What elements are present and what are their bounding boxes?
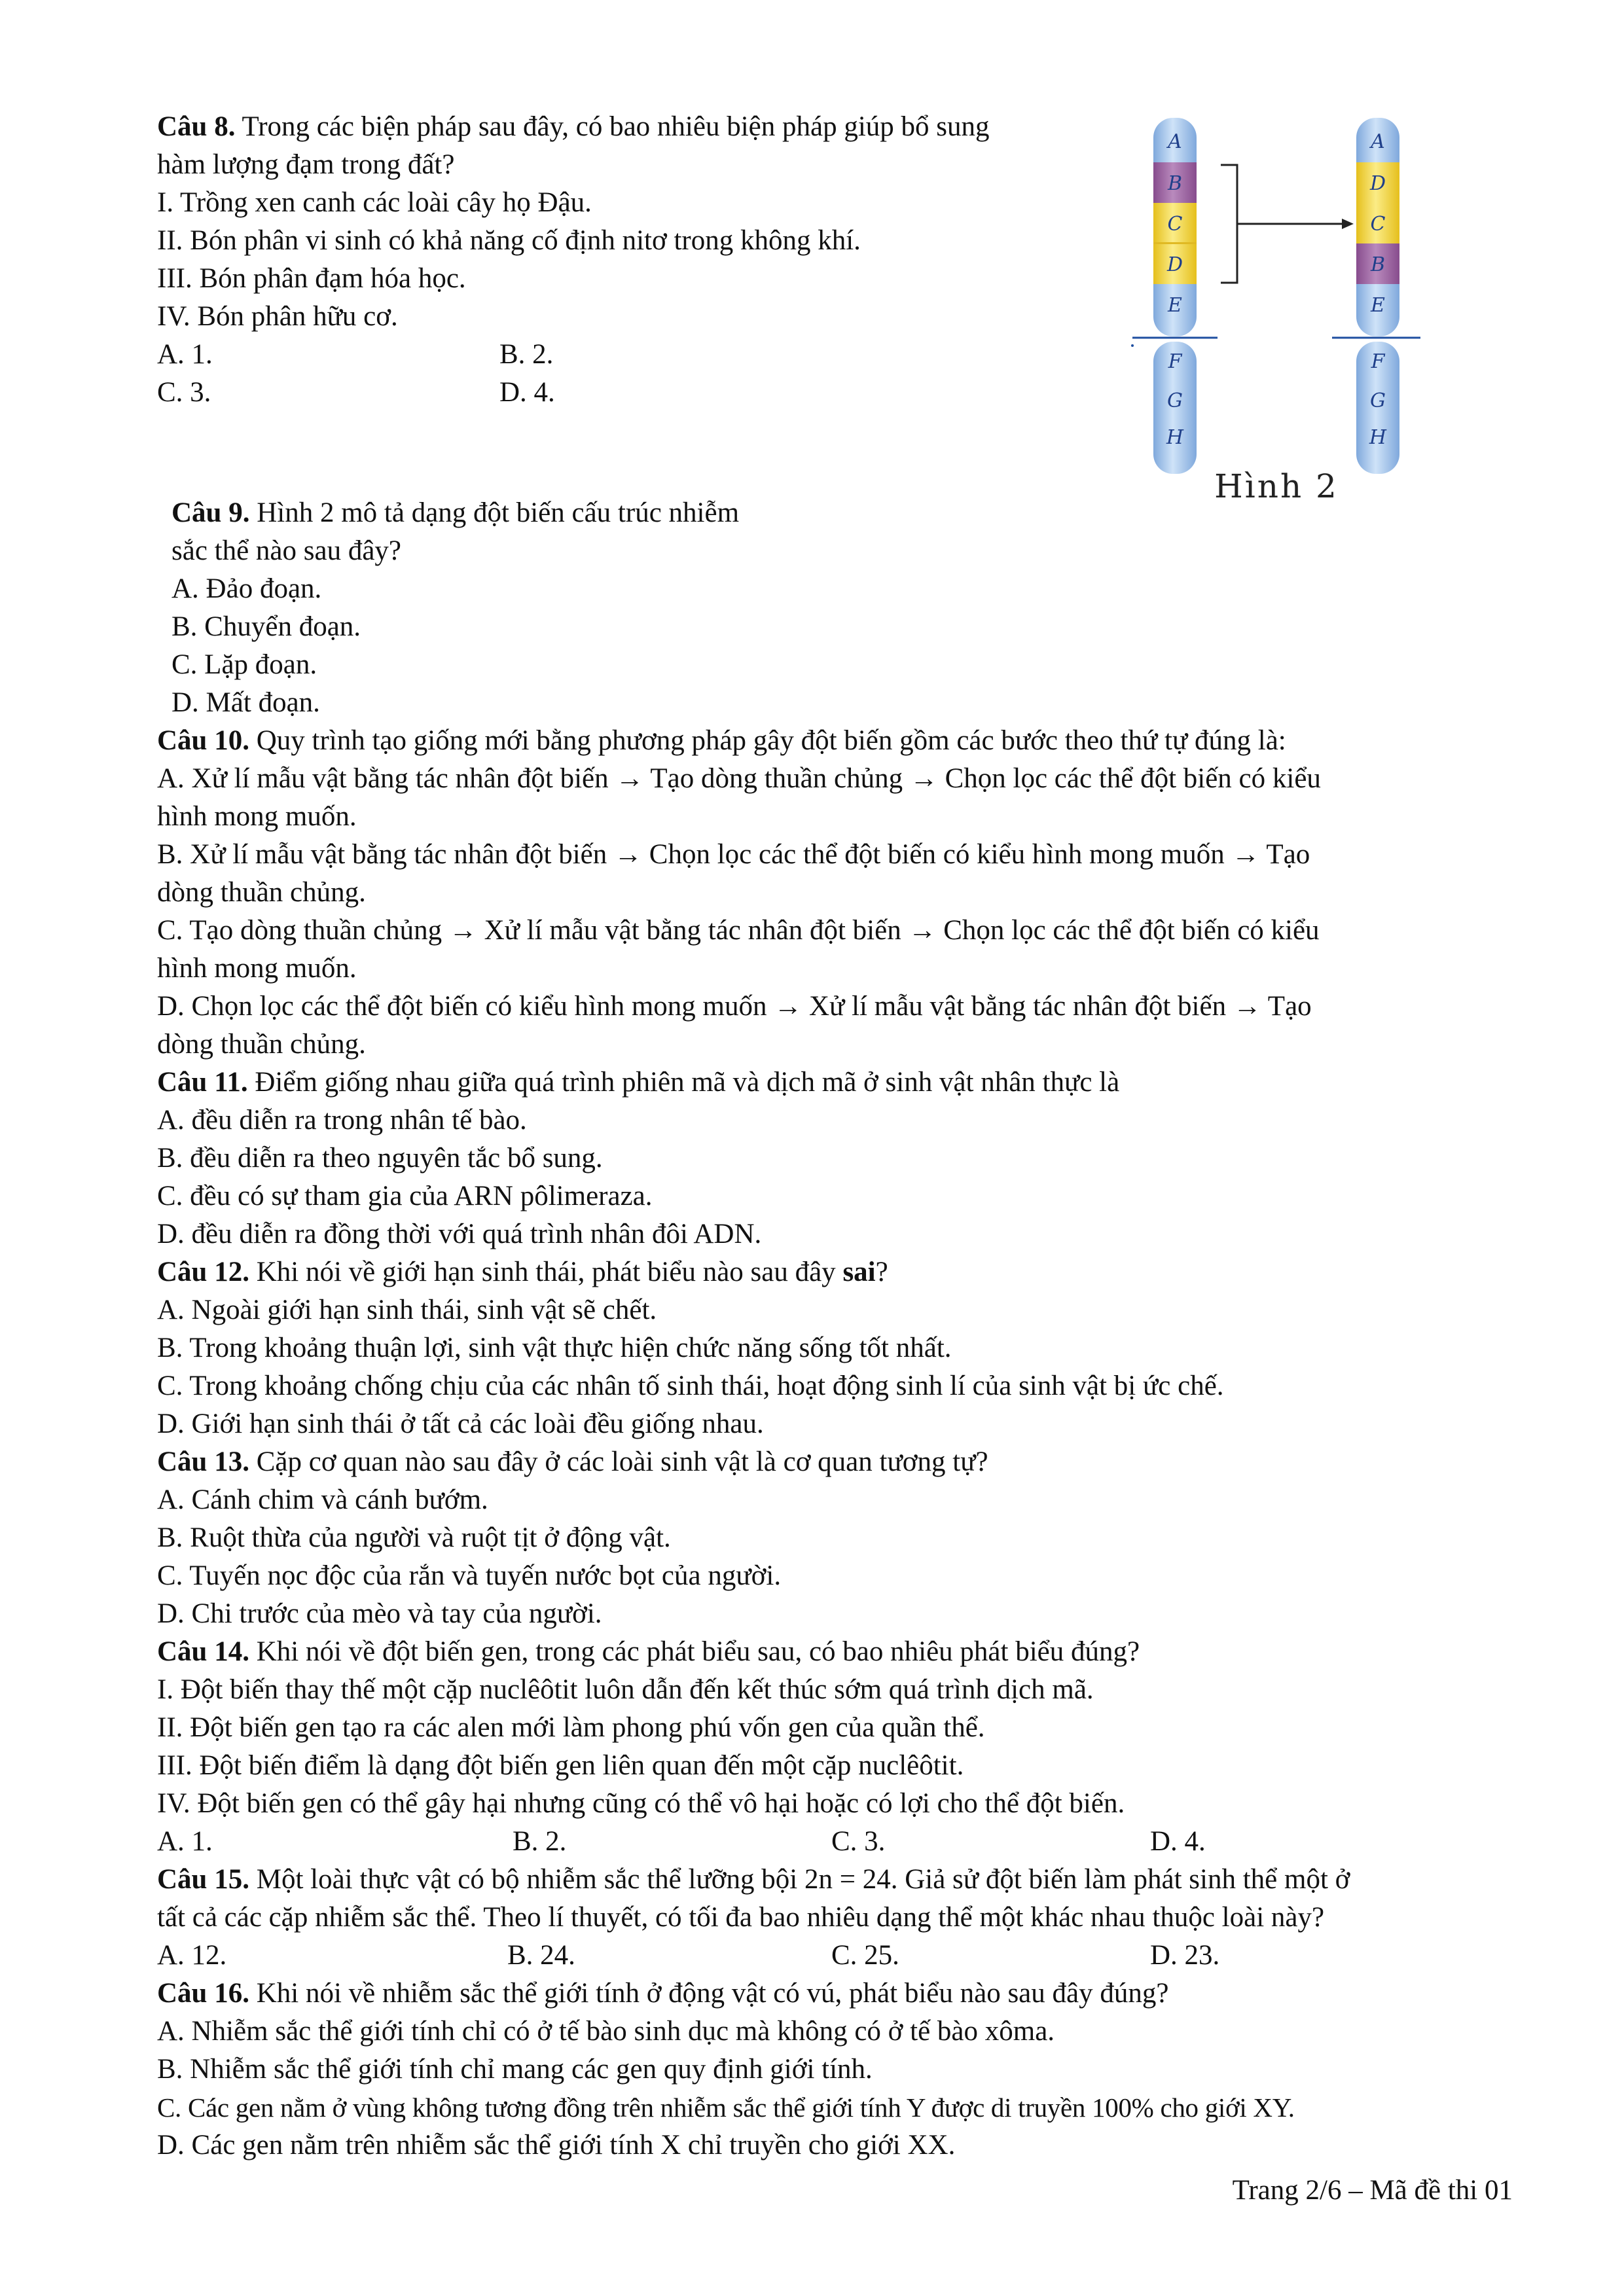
left-label-g: G: [1167, 389, 1183, 412]
page-footer: Trang 2/6 – Mã đề thi 01: [1232, 2175, 1513, 2206]
q8-option-d: D. 4.: [499, 377, 555, 408]
q10-line-3: B. Xử lí mẫu vật bằng tác nhân đột biến → Chọn lọc các thể đột biến có kiểu hình mong muốn → Tạo: [157, 839, 1310, 870]
q11-option-b: B. đều diễn ra theo nguyên tắc bổ sung.: [157, 1143, 603, 1174]
right-label-c: C: [1370, 213, 1386, 236]
q12-stem: [157, 1253, 888, 1291]
q15-option-d: D. 23.: [1150, 1940, 1220, 1971]
q15-option-a: A. 12.: [157, 1940, 227, 1971]
q10-line-8: dòng thuần chủng.: [157, 1029, 366, 1060]
q12-option-a: A. Ngoài giới hạn sinh thái, sinh vật sẽ chết.: [157, 1295, 657, 1325]
q15-option-c: C. 25.: [831, 1940, 899, 1971]
q10-line-4: dòng thuần chủng.: [157, 877, 366, 908]
q14-item-3: III. Đột biến điểm là dạng đột biến gen liên quan đến một cặp nuclêôtit.: [157, 1750, 964, 1781]
right-label-g: G: [1370, 389, 1386, 412]
q16-stem: [157, 1975, 1168, 2013]
q9-stem: [171, 494, 739, 532]
q11-text: Điểm giống nhau giữa quá trình phiên mã và dịch mã ở sinh vật nhân thực là: [247, 1067, 1120, 1098]
q14-stem: [157, 1633, 1140, 1671]
q12-emph: sai: [842, 1257, 876, 1287]
q8-stem: [157, 108, 990, 146]
q14-item-4: IV. Đột biến gen có thể gây hại nhưng cũng có thể vô hại hoặc có lợi cho thể đột biến.: [157, 1788, 1125, 1819]
left-label-h: H: [1166, 426, 1184, 449]
q13-text: Cặp cơ quan nào sau đây ở các loài sinh vật là cơ quan tương tự?: [249, 1446, 988, 1477]
q14-option-b: B. 2.: [513, 1826, 567, 1857]
q14-option-c: C. 3.: [831, 1826, 886, 1857]
q16-label: Câu 16.: [157, 1978, 249, 2009]
q13-option-b: B. Ruột thừa của người và ruột tịt ở động vật.: [157, 1522, 671, 1553]
q8-stem-cont: hàm lượng đạm trong đất?: [157, 149, 455, 180]
left-label-f: F: [1168, 350, 1182, 373]
q9-text1: Hình 2 mô tả dạng đột biến cấu trúc nhiễm: [249, 497, 740, 528]
q15-option-b: B. 24.: [507, 1940, 575, 1971]
left-label-c: C: [1167, 213, 1183, 236]
right-label-h: H: [1369, 426, 1387, 449]
q11-stem: [157, 1064, 1119, 1102]
q10-line-5: C. Tạo dòng thuần chủng → Xử lí mẫu vật bằng tác nhân đột biến → Chọn lọc các thể đột biến có kiểu: [157, 915, 1320, 946]
q16-option-d: D. Các gen nằm trên nhiễm sắc thể giới tính X chỉ truyền cho giới XX.: [157, 2130, 956, 2161]
q9-label: Câu 9.: [171, 497, 250, 528]
q8-item-3: III. Bón phân đạm hóa học.: [157, 263, 466, 294]
chromosome-diagram: [1113, 111, 1479, 504]
q9-stem-cont: sắc thể nào sau đây?: [171, 535, 402, 566]
q11-option-c: C. đều có sự tham gia của ARN pôlimeraza.: [157, 1181, 653, 1211]
q10-label: Câu 10.: [157, 725, 249, 756]
q14-item-2: II. Đột biến gen tạo ra các alen mới làm phong phú vốn gen của quần thể.: [157, 1712, 985, 1743]
q9-option-d: D. Mất đoạn.: [171, 687, 320, 718]
q14-option-d: D. 4.: [1150, 1826, 1206, 1857]
figure-caption: Hình 2: [1214, 467, 1339, 504]
q12-end: ?: [875, 1257, 888, 1287]
q14-text: Khi nói về đột biến gen, trong các phát biểu sau, có bao nhiêu phát biểu đúng?: [249, 1636, 1140, 1667]
q12-option-c: C. Trong khoảng chống chịu của các nhân tố sinh thái, hoạt động sinh lí của sinh vật bị ức chế.: [157, 1371, 1224, 1401]
q12-option-b: B. Trong khoảng thuận lợi, sinh vật thực hiện chức năng sống tốt nhất.: [157, 1333, 952, 1363]
q14-option-a: A. 1.: [157, 1826, 213, 1857]
q15-stem-cont: tất cả các cặp nhiễm sắc thể. Theo lí thuyết, có tối đa bao nhiêu dạng thể một khác nhau thuộc loài này?: [157, 1902, 1325, 1933]
left-label-b: B: [1167, 172, 1183, 195]
q11-label: Câu 11.: [157, 1067, 248, 1098]
q12-label: Câu 12.: [157, 1257, 249, 1287]
q14-label: Câu 14.: [157, 1636, 249, 1667]
q13-option-d: D. Chi trước của mèo và tay của người.: [157, 1598, 602, 1629]
right-label-b: B: [1370, 253, 1386, 276]
q16-option-a: A. Nhiễm sắc thể giới tính chỉ có ở tế bào sinh dục mà không có ở tế bào xôma.: [157, 2016, 1055, 2047]
q8-option-c: C. 3.: [157, 377, 211, 408]
right-label-a: A: [1371, 130, 1385, 153]
q13-label: Câu 13.: [157, 1446, 249, 1477]
q11-option-d: D. đều diễn ra đồng thời với quá trình nhân đôi ADN.: [157, 1219, 762, 1249]
q8-option-a: A. 1.: [157, 339, 213, 370]
q13-option-c: C. Tuyến nọc độc của rắn và tuyến nước bọt của người.: [157, 1560, 782, 1591]
q8-option-b: B. 2.: [499, 339, 554, 370]
q8-item-4: IV. Bón phân hữu cơ.: [157, 301, 398, 332]
q15-label: Câu 15.: [157, 1864, 249, 1895]
q8-label: Câu 8.: [157, 111, 236, 142]
q15-text1: Một loài thực vật có bộ nhiễm sắc thể lưỡng bội 2n = 24. Giả sử đột biến làm phát sinh thể một ở: [249, 1864, 1350, 1895]
q9-option-b: B. Chuyển đoạn.: [171, 611, 361, 642]
q10-line-2: hình mong muốn.: [157, 801, 357, 832]
q10-stem: [157, 722, 1286, 760]
right-label-e: E: [1371, 294, 1385, 317]
q16-option-c: C. Các gen nằm ở vùng không tương đồng trên nhiễm sắc thể giới tính Y được di truyền 100% cho giới XY.: [157, 2092, 1295, 2123]
q13-option-a: A. Cánh chim và cánh bướm.: [157, 1484, 488, 1515]
q8-text1: Trong các biện pháp sau đây, có bao nhiêu biện pháp giúp bổ sung: [235, 111, 990, 142]
q10-line-1: A. Xử lí mẫu vật bằng tác nhân đột biến → Tạo dòng thuần chủng → Chọn lọc các thể đột biến có kiểu: [157, 763, 1321, 794]
q15-stem: [157, 1861, 1350, 1899]
q9-option-a: A. Đảo đoạn.: [171, 573, 322, 604]
q10-line-7: D. Chọn lọc các thể đột biến có kiểu hình mong muốn → Xử lí mẫu vật bằng tác nhân đột biến → Tạo: [157, 991, 1312, 1022]
left-label-d: D: [1166, 253, 1183, 276]
q16-option-b: B. Nhiễm sắc thể giới tính chỉ mang các gen quy định giới tính.: [157, 2054, 873, 2085]
q10-line-6: hình mong muốn.: [157, 953, 357, 984]
q11-option-a: A. đều diễn ra trong nhân tế bào.: [157, 1105, 527, 1136]
q13-stem: [157, 1443, 988, 1481]
q12-text: Khi nói về giới hạn sinh thái, phát biểu nào sau đây: [249, 1257, 843, 1287]
left-label-e: E: [1168, 294, 1182, 317]
q8-item-1: I. Trồng xen canh các loài cây họ Đậu.: [157, 187, 592, 218]
q9-option-c: C. Lặp đoạn.: [171, 649, 317, 680]
q10-text: Quy trình tạo giống mới bằng phương pháp gây đột biến gồm các bước theo thứ tự đúng là:: [249, 725, 1286, 756]
q8-item-2: II. Bón phân vi sinh có khả năng cố định nitơ trong không khí.: [157, 225, 861, 256]
q14-item-1: I. Đột biến thay thế một cặp nuclêôtit luôn dẫn đến kết thúc sớm quá trình dịch mã.: [157, 1674, 1094, 1705]
right-label-f: F: [1371, 350, 1385, 373]
q12-option-d: D. Giới hạn sinh thái ở tất cả các loài đều giống nhau.: [157, 1408, 764, 1439]
left-label-a: A: [1168, 130, 1182, 153]
q16-text: Khi nói về nhiễm sắc thể giới tính ở động vật có vú, phát biểu nào sau đây đúng?: [249, 1978, 1169, 2009]
right-label-d: D: [1369, 172, 1386, 195]
